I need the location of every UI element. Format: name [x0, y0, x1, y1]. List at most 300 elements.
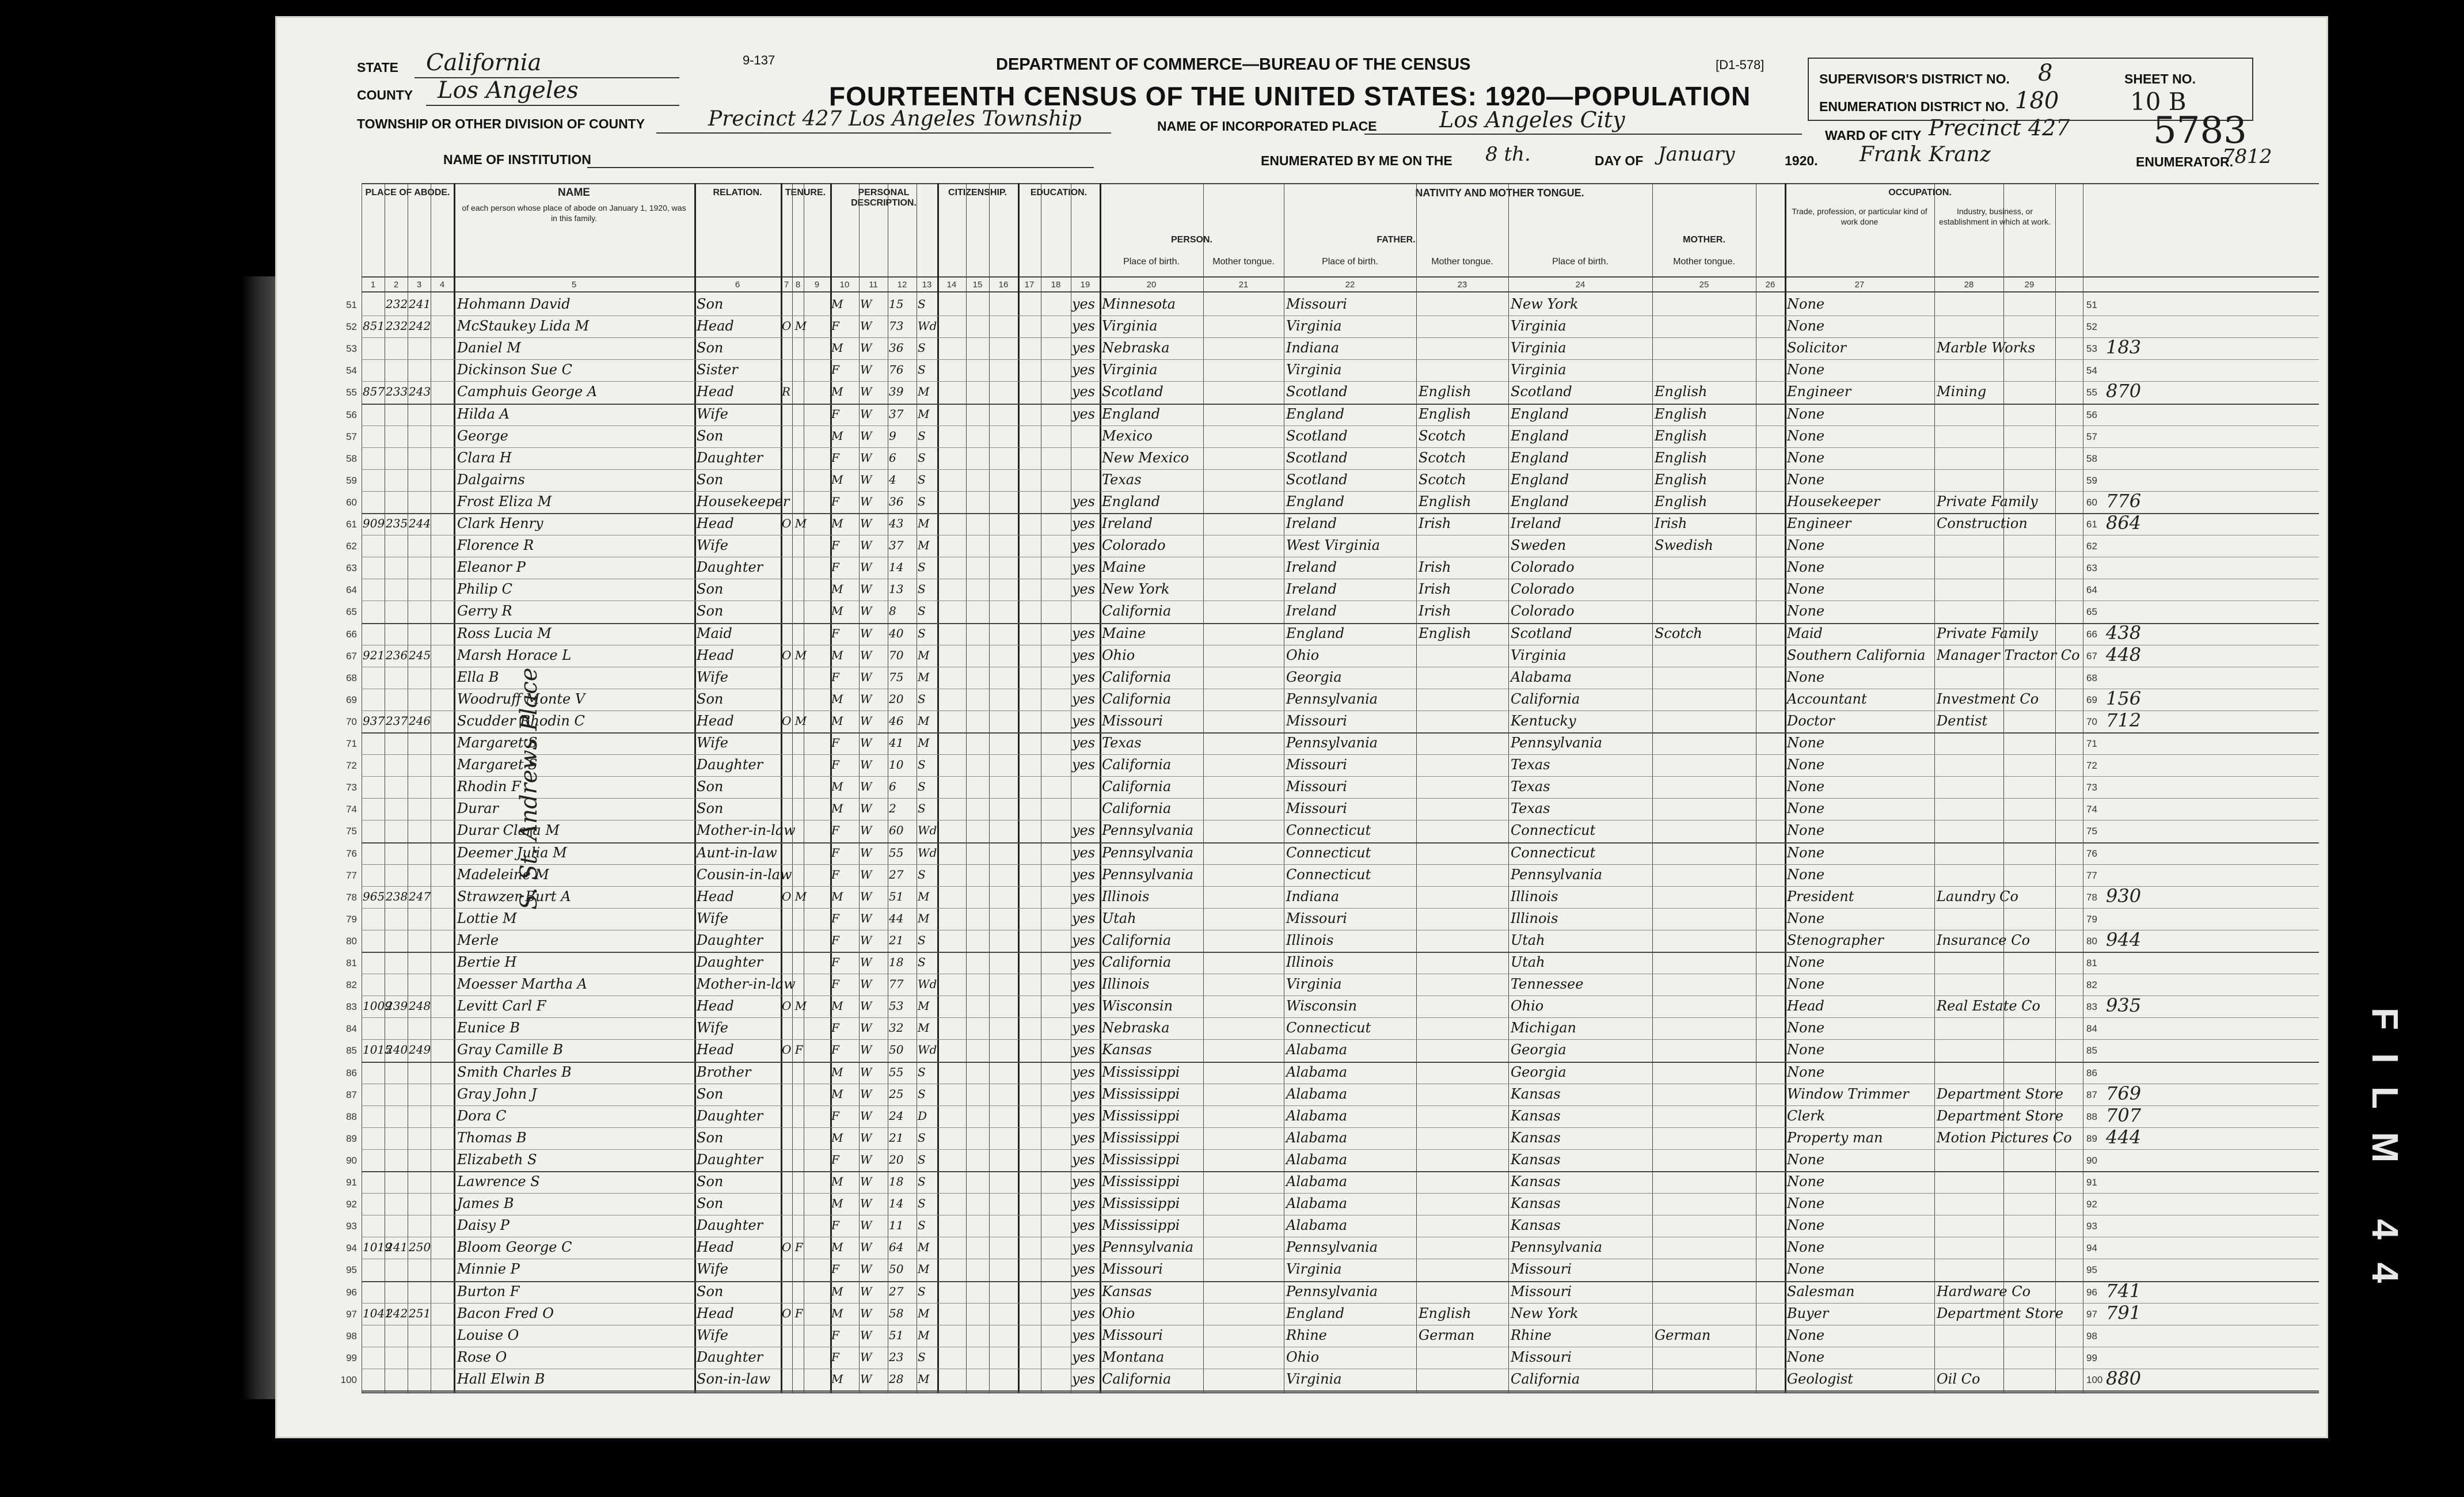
- cell-race: W: [860, 691, 872, 706]
- margin-code: 791: [2106, 1301, 2142, 1324]
- cell-father-tongue: English: [1419, 383, 1471, 400]
- cell-father-birth: Georgia: [1286, 668, 1342, 685]
- cell-sex: M: [831, 297, 843, 311]
- state-label: STATE: [357, 60, 398, 75]
- cell-relation: Son: [697, 603, 724, 620]
- cell-father-birth: Virginia: [1286, 362, 1342, 378]
- cell-relation: Son: [697, 581, 724, 598]
- grid-column-line: [859, 183, 860, 1392]
- line-number-right: 79: [2086, 913, 2097, 925]
- cell-relation: Head: [697, 318, 734, 335]
- cell-race: W: [860, 1043, 872, 1057]
- margin-code: 944: [2106, 928, 2142, 951]
- cell-father-tongue: English: [1419, 493, 1471, 510]
- cell-marital: S: [918, 560, 926, 575]
- cell-father-birth: Scotland: [1286, 471, 1348, 488]
- cell-race: W: [860, 297, 872, 311]
- cell-birth: Ireland: [1102, 515, 1153, 531]
- cell-age: 39: [889, 385, 904, 399]
- cell-sex: F: [831, 1350, 839, 1364]
- column-number: 6: [735, 280, 740, 290]
- cell-marital: S: [918, 1152, 926, 1167]
- column-number: 9: [814, 280, 820, 290]
- cell-sex: F: [831, 626, 839, 640]
- cell-age: 28: [889, 1371, 904, 1386]
- cell-marital: M: [918, 648, 930, 662]
- cell-mother-birth: New York: [1511, 1305, 1579, 1321]
- line-number-right: 83: [2086, 1001, 2097, 1013]
- column-number: 20: [1146, 280, 1157, 290]
- header-bottom-line: [362, 276, 2319, 278]
- cell-marital: M: [918, 1262, 930, 1276]
- cell-occupation: None: [1787, 1173, 1825, 1190]
- cell-birth: England: [1102, 405, 1161, 422]
- row-line: [362, 381, 2319, 382]
- cell-marital: Wd: [918, 319, 937, 333]
- cell-name: Smith Charles B: [457, 1063, 572, 1080]
- cell-relation: Maid: [697, 625, 732, 641]
- grid-top-line: [362, 183, 2319, 184]
- column-number: 24: [1575, 280, 1585, 290]
- cell-occupation: None: [1787, 1195, 1825, 1212]
- cell-name: Bloom George C: [457, 1239, 572, 1256]
- cell-family: 247: [409, 889, 431, 903]
- cell-father-birth: Virginia: [1286, 1370, 1342, 1387]
- cell-sex: M: [831, 1086, 843, 1101]
- line-number: 63: [346, 563, 357, 574]
- line-number-right: 91: [2086, 1177, 2097, 1188]
- cell-marital: S: [918, 1175, 926, 1188]
- line-number: 97: [346, 1308, 357, 1320]
- cell-sex: M: [831, 1065, 843, 1079]
- cell-english: yes: [1072, 405, 1096, 422]
- cell-age: 41: [889, 736, 904, 750]
- grid-column-line: [454, 183, 455, 1392]
- cell-birth: California: [1102, 668, 1172, 685]
- incorporated-value: Los Angeles City: [1439, 107, 1625, 132]
- cell-father-birth: Connecticut: [1286, 866, 1371, 883]
- line-number-right: 85: [2086, 1045, 2097, 1057]
- cell-race: W: [860, 801, 872, 816]
- cell-name: Minnie P: [457, 1261, 520, 1278]
- cell-industry: Mining: [1937, 383, 1987, 400]
- cell-house: 1019: [363, 1240, 392, 1255]
- cell-relation: Son-in-law: [697, 1370, 771, 1387]
- cell-relation: Sister: [697, 362, 738, 378]
- margin-code: 769: [2106, 1082, 2142, 1104]
- cell-race: W: [860, 845, 872, 860]
- cell-relation: Son: [697, 1283, 724, 1300]
- cell-age: 36: [889, 341, 904, 355]
- line-number: 65: [346, 606, 357, 618]
- cell-father-birth: Indiana: [1286, 340, 1340, 356]
- cell-house: 921: [363, 648, 385, 662]
- cell-father-birth: Alabama: [1286, 1173, 1348, 1190]
- cell-sex: M: [831, 472, 843, 487]
- cell-english: yes: [1072, 1261, 1096, 1278]
- cell-relation: Son: [697, 1195, 724, 1212]
- cell-birth: Nebraska: [1102, 1020, 1170, 1036]
- institution-underline: [587, 167, 1094, 168]
- cell-family: 249: [409, 1043, 431, 1057]
- cell-occupation: Head: [1787, 998, 1824, 1015]
- line-number: 66: [346, 628, 357, 640]
- cell-mother-birth: Georgia: [1511, 1063, 1566, 1080]
- cell-age: 25: [889, 1086, 904, 1101]
- cell-relation: Son: [697, 778, 724, 795]
- cell-name: Gerry R: [457, 603, 512, 620]
- cell-relation: Head: [697, 998, 734, 1015]
- cell-age: 27: [889, 1284, 904, 1298]
- cell-race: W: [860, 582, 872, 596]
- cell-tenure: O F: [782, 1043, 803, 1057]
- cell-birth: California: [1102, 954, 1172, 970]
- cell-age: 15: [889, 297, 904, 311]
- cell-father-birth: Pennsylvania: [1286, 690, 1378, 707]
- cell-marital: S: [918, 341, 926, 355]
- line-number: 60: [346, 496, 357, 508]
- cell-birth: Mississippi: [1102, 1195, 1180, 1212]
- cell-race: W: [860, 933, 872, 947]
- stamp-number: 5783: [2153, 109, 2247, 152]
- grid-column-line: [1934, 183, 1935, 1392]
- cell-sex: F: [831, 1218, 839, 1233]
- cell-father-tongue: English: [1419, 1305, 1471, 1321]
- cell-race: W: [860, 823, 872, 838]
- line-number: 100: [340, 1374, 357, 1385]
- cell-father-birth: Scotland: [1286, 427, 1348, 444]
- cell-age: 6: [889, 780, 896, 794]
- cell-tenure: O F: [782, 1306, 803, 1320]
- cell-english: yes: [1072, 757, 1096, 773]
- margin-code: 880: [2106, 1367, 2142, 1389]
- cell-english: yes: [1072, 712, 1096, 729]
- cell-birth: California: [1102, 800, 1172, 817]
- line-number-right: 59: [2086, 474, 2097, 486]
- cell-age: 8: [889, 604, 896, 618]
- cell-father-birth: Ireland: [1286, 515, 1337, 531]
- cell-father-birth: Rhine: [1286, 1327, 1327, 1343]
- cell-mother-birth: Tennessee: [1511, 976, 1584, 993]
- cell-marital: S: [918, 1196, 926, 1211]
- cell-marital: S: [918, 450, 926, 465]
- cell-age: 18: [889, 955, 904, 969]
- cell-occupation: Engineer: [1787, 383, 1851, 400]
- line-number: 94: [346, 1243, 357, 1254]
- cell-race: W: [860, 385, 872, 399]
- cell-relation: Housekeeper: [697, 493, 790, 510]
- cell-english: yes: [1072, 1239, 1096, 1256]
- census-grid: [340, 183, 2319, 1392]
- cell-mother-birth: Georgia: [1511, 1042, 1566, 1058]
- cell-birth: Missouri: [1102, 1327, 1163, 1343]
- cell-father-birth: Virginia: [1286, 1261, 1342, 1278]
- cell-marital: S: [918, 955, 926, 969]
- cell-father-birth: West Virginia: [1286, 537, 1381, 554]
- cell-race: W: [860, 1175, 872, 1188]
- row-line: [362, 404, 2319, 405]
- line-number: 58: [346, 453, 357, 464]
- cell-marital: S: [918, 801, 926, 816]
- grid-column-line: [2055, 183, 2056, 1392]
- cell-english: yes: [1072, 910, 1096, 926]
- cell-marital: S: [918, 1284, 926, 1298]
- cell-race: W: [860, 736, 872, 750]
- cell-birth: Kansas: [1102, 1283, 1152, 1300]
- cell-birth: Virginia: [1102, 362, 1158, 378]
- cell-occupation: Clerk: [1787, 1107, 1826, 1124]
- cell-age: 14: [889, 1196, 904, 1211]
- cell-age: 73: [889, 319, 904, 333]
- cell-industry: Investment Co: [1937, 690, 2039, 707]
- cell-marital: M: [918, 538, 930, 553]
- cell-age: 75: [889, 670, 904, 684]
- cell-father-birth: Connecticut: [1286, 822, 1371, 839]
- cell-birth: Illinois: [1102, 976, 1150, 993]
- cell-marital: S: [918, 472, 926, 487]
- cell-birth: Wisconsin: [1102, 998, 1173, 1015]
- cell-dwelling: 240: [386, 1043, 408, 1057]
- cell-age: 64: [889, 1240, 904, 1255]
- column-number: 4: [439, 280, 445, 290]
- line-number-right: 57: [2086, 431, 2097, 442]
- cell-name: Hohmann David: [457, 296, 571, 312]
- enumerator-label: ENUMERATOR.: [2136, 154, 2234, 169]
- cell-name: Moesser Martha A: [457, 976, 587, 993]
- township-underline: [656, 132, 1111, 134]
- grid-column-line: [1100, 183, 1101, 1392]
- cell-marital: M: [918, 889, 930, 903]
- head-mother-birth: Place of birth.: [1552, 257, 1609, 267]
- cell-mother-birth: Virginia: [1511, 318, 1566, 335]
- cell-english: yes: [1072, 1063, 1096, 1080]
- cell-age: 23: [889, 1350, 904, 1364]
- cell-birth: Utah: [1102, 910, 1136, 926]
- cell-relation: Wife: [697, 1261, 729, 1278]
- cell-father-birth: Ohio: [1286, 647, 1320, 663]
- row-line: [362, 1039, 2319, 1040]
- incorporated-underline: [1364, 134, 1802, 135]
- cell-english: yes: [1072, 822, 1096, 839]
- cell-marital: S: [918, 1086, 926, 1101]
- cell-relation: Head: [697, 515, 734, 531]
- cell-relation: Son: [697, 1173, 724, 1190]
- cell-occupation: None: [1787, 1327, 1825, 1343]
- line-number-right: 93: [2086, 1221, 2097, 1232]
- cell-birth: Scotland: [1102, 383, 1163, 400]
- line-number: 93: [346, 1221, 357, 1232]
- cell-age: 77: [889, 977, 904, 991]
- cell-mother-birth: Pennsylvania: [1511, 866, 1603, 883]
- cell-industry: Real Estate Co: [1937, 998, 2040, 1015]
- cell-occupation: None: [1787, 1042, 1825, 1058]
- cell-mother-tongue: German: [1655, 1327, 1711, 1343]
- line-number: 52: [346, 321, 357, 333]
- cell-father-birth: Missouri: [1286, 778, 1347, 795]
- grid-column-line: [1018, 183, 1020, 1392]
- line-number: 70: [346, 716, 357, 727]
- line-number: 59: [346, 474, 357, 486]
- cell-family: 245: [409, 648, 431, 662]
- cell-marital: S: [918, 1350, 926, 1364]
- cell-occupation: None: [1787, 449, 1825, 466]
- cell-race: W: [860, 911, 872, 925]
- line-number: 95: [346, 1264, 357, 1276]
- cell-age: 58: [889, 1306, 904, 1320]
- cell-mother-tongue: English: [1655, 427, 1708, 444]
- line-number: 75: [346, 826, 357, 837]
- line-number: 69: [346, 694, 357, 705]
- cell-english: yes: [1072, 735, 1096, 751]
- line-number-right: 60: [2086, 496, 2097, 508]
- cell-birth: Pennsylvania: [1102, 1239, 1194, 1256]
- cell-sex: M: [831, 1284, 843, 1298]
- cell-father-birth: Alabama: [1286, 1107, 1348, 1124]
- cell-mother-birth: Kansas: [1511, 1085, 1561, 1102]
- cell-sex: F: [831, 911, 839, 925]
- line-number-right: 87: [2086, 1089, 2097, 1100]
- line-number-right: 75: [2086, 826, 2097, 837]
- cell-marital: M: [918, 911, 930, 925]
- cell-race: W: [860, 1152, 872, 1167]
- cell-mother-birth: Michigan: [1511, 1020, 1576, 1036]
- cell-name: Ross Lucia M: [457, 625, 552, 641]
- cell-relation: Mother-in-law: [697, 822, 796, 839]
- cell-sex: F: [831, 823, 839, 838]
- cell-father-birth: Alabama: [1286, 1195, 1348, 1212]
- line-number: 86: [346, 1067, 357, 1078]
- cell-mother-birth: Kansas: [1511, 1173, 1561, 1190]
- line-number-right: 84: [2086, 1023, 2097, 1035]
- cell-english: yes: [1072, 1370, 1096, 1387]
- cell-age: 55: [889, 845, 904, 860]
- row-line: [362, 447, 2319, 448]
- cell-relation: Wife: [697, 405, 729, 422]
- cell-occupation: None: [1787, 318, 1825, 335]
- cell-tenure: O M: [782, 889, 807, 903]
- cell-race: W: [860, 472, 872, 487]
- cell-sex: M: [831, 582, 843, 596]
- cell-english: yes: [1072, 1085, 1096, 1102]
- grid-column-line: [781, 183, 782, 1392]
- column-number: 8: [795, 280, 801, 290]
- cell-relation: Head: [697, 1239, 734, 1256]
- cell-mother-birth: Scotland: [1511, 383, 1572, 400]
- cell-english: yes: [1072, 668, 1096, 685]
- cell-race: W: [860, 713, 872, 728]
- cell-name: Dalgairns: [457, 471, 525, 488]
- cell-race: W: [860, 999, 872, 1013]
- cell-sex: F: [831, 867, 839, 882]
- row-line: [362, 952, 2319, 953]
- cell-race: W: [860, 341, 872, 355]
- cell-house: 965: [363, 889, 385, 903]
- line-number-right: 70: [2086, 716, 2097, 727]
- line-number-right: 69: [2086, 694, 2097, 705]
- cell-age: 50: [889, 1262, 904, 1276]
- cell-occupation: Stenographer: [1787, 932, 1884, 948]
- incorporated-label: NAME OF INCORPORATED PLACE: [1157, 119, 1377, 134]
- cell-birth: Missouri: [1102, 712, 1163, 729]
- cell-birth: Mississippi: [1102, 1063, 1180, 1080]
- cell-name: Florence R: [457, 537, 534, 554]
- line-number: 82: [346, 979, 357, 991]
- enumerator-number: 7812: [2222, 145, 2272, 168]
- cell-mother-tongue: English: [1655, 405, 1708, 422]
- cell-father-birth: Missouri: [1286, 800, 1347, 817]
- cell-occupation: None: [1787, 866, 1825, 883]
- cell-sex: F: [831, 1108, 839, 1123]
- cell-birth: Minnesota: [1102, 296, 1176, 312]
- cell-father-birth: Missouri: [1286, 910, 1347, 926]
- cell-father-birth: Ireland: [1286, 603, 1337, 620]
- cell-mother-birth: Utah: [1511, 954, 1545, 970]
- cell-english: yes: [1072, 690, 1096, 707]
- cell-mother-birth: Connecticut: [1511, 822, 1596, 839]
- cell-father-birth: England: [1286, 493, 1345, 510]
- grid-column-line: [1785, 183, 1786, 1392]
- cell-occupation: None: [1787, 537, 1825, 554]
- head-personal: PERSONAL DESCRIPTION.: [851, 188, 917, 208]
- cell-occupation: None: [1787, 471, 1825, 488]
- cell-english: yes: [1072, 581, 1096, 598]
- department: DEPARTMENT OF COMMERCE—BUREAU OF THE CENSUS: [996, 55, 1471, 74]
- column-number: 13: [922, 280, 932, 290]
- row-line: [362, 754, 2319, 755]
- column-number: 27: [1854, 280, 1865, 290]
- grid-column-line: [966, 183, 967, 1392]
- cell-occupation: Solicitor: [1787, 340, 1846, 356]
- cell-occupation: None: [1787, 735, 1825, 751]
- cell-occupation: Housekeeper: [1787, 493, 1880, 510]
- cell-tenure: O M: [782, 516, 807, 530]
- head-place-of-abode: PLACE OF ABODE.: [365, 188, 450, 197]
- ward-value: Precinct 427: [1929, 115, 2070, 140]
- cell-sex: M: [831, 1175, 843, 1188]
- cell-name: Elizabeth S: [457, 1151, 537, 1168]
- cell-mother-tongue: Irish: [1655, 515, 1687, 531]
- cell-mother-tongue: English: [1655, 493, 1708, 510]
- cell-name: Ella B: [457, 668, 499, 685]
- cell-birth: Mississippi: [1102, 1173, 1180, 1190]
- row-line: [362, 1171, 2319, 1172]
- cell-marital: M: [918, 999, 930, 1013]
- cell-race: W: [860, 867, 872, 882]
- cell-english: yes: [1072, 1151, 1096, 1168]
- row-line: [362, 1105, 2319, 1106]
- cell-marital: S: [918, 933, 926, 947]
- cell-father-tongue: English: [1419, 625, 1471, 641]
- line-number: 71: [346, 738, 357, 749]
- cell-mother-birth: England: [1511, 427, 1569, 444]
- cell-marital: M: [918, 516, 930, 530]
- cell-age: 44: [889, 911, 904, 925]
- supervisor-label: SUPERVISOR'S DISTRICT NO.: [1819, 71, 2010, 86]
- cell-name: Strawzer Burt A: [457, 888, 571, 905]
- cell-industry: Marble Works: [1937, 340, 2036, 356]
- cell-english: yes: [1072, 866, 1096, 883]
- column-number: 17: [1024, 280, 1035, 290]
- cell-marital: M: [918, 385, 930, 399]
- cell-birth: Kansas: [1102, 1042, 1152, 1058]
- cell-relation: Daughter: [697, 1151, 763, 1168]
- cell-marital: S: [918, 1218, 926, 1233]
- cell-english: yes: [1072, 1020, 1096, 1036]
- line-number: 67: [346, 650, 357, 662]
- cell-occupation: None: [1787, 1261, 1825, 1278]
- cell-family: 244: [409, 516, 431, 530]
- cell-relation: Son: [697, 296, 724, 312]
